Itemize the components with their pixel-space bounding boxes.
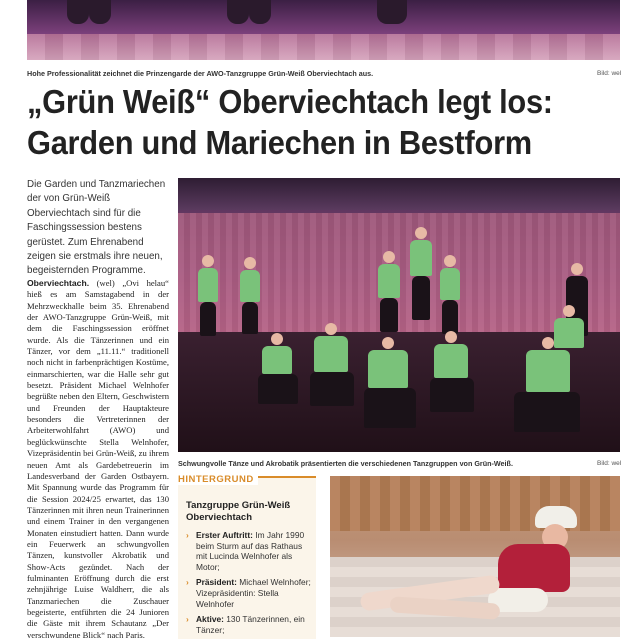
top-photo-figure: [377, 0, 407, 24]
top-photo-figure: [227, 0, 249, 24]
infobox-label: HINTERGRUND: [178, 474, 258, 485]
main-photo: [178, 178, 620, 452]
top-photo-floor: [27, 34, 620, 60]
dancer-figure: [380, 298, 398, 332]
dancer-figure: [378, 264, 400, 298]
headline-line-1: „Grün Weiß“ Oberviechtach legt los:: [27, 84, 553, 121]
infobox-item-key: Erster Auftritt:: [196, 530, 253, 540]
infobox-item-value: Michael Welnhofer; Vizepräsidentin: Stella Welnhofer: [196, 577, 311, 609]
dancer-figure: [314, 336, 348, 372]
top-photo-figure: [89, 0, 111, 24]
top-photo-credit: Bild: wel: [597, 70, 622, 77]
dancer-figure: [242, 302, 258, 334]
dancer-figure: [514, 392, 580, 432]
dancer-figure: [200, 302, 216, 336]
dancer-figure: [240, 270, 260, 302]
headline-line-2: Garden und Mariechen in Bestform: [27, 125, 532, 162]
dancer-figure: [310, 372, 354, 406]
infobox-item-key: Präsident:: [196, 577, 237, 588]
main-photo-caption: Schwungvolle Tänze und Akrobatik präsentierten die verschiedenen Tanzgruppen von Grün-Weiß.: [178, 459, 513, 468]
dateline: Oberviechtach.: [27, 278, 90, 288]
chevron-right-icon: ›: [186, 530, 189, 540]
infobox-title: Tanzgruppe Grün-Weiß Oberviechtach: [186, 500, 291, 523]
dancer-figure: [526, 350, 570, 392]
article-text: (wel) „Ovi helau“ hieß es am Samstagabend in der Mehrzweckhalle beim 35. Ehrenabend der AWO-Tanzgruppe Grün-Weiß, mit dem die Faschingssession eröffnet wurde. Als die Tänzerinnen und ein Tänzer, vor dem „11.11.“ traditionell noch nicht in farbenprächtigen Kostüme, einmarschierten, war die Halle sehr gut besetzt. Präsident Michael Welnhofer begrüßte neben den Eltern, Geschwistern und Freunden der Hauptakteure besonders die Vertreterinnen der Arbeiterwohlfahrt (AWO) und beglückwünschte Stella Welnhofer, Vizepräsidentin bei Grün-Weiß, zu ihrem neuen Amt als Gardebetreuerin im Landesverband der Garden Ostbayern. Mit Spannung wurde das Programm für die Session 2024/25 erwartet, das 130 Tänzerinnen mit ihren neun Trainerinnen und einem Trainer in den vergangenen Monaten einstudiert hatten. Dann wurde ein Feuerwerk an schwungvollen Tänzen, kunstvoller Akrobatik und Show-Acts gezündet. Nach der fulminanten Eröffnung durch die erst zehnjährige Luise Waldherr, die als Tanzmariechen die Zuschauer begeisterte, entführten die 24 Junioren die Gäste mit ihrem Schautanz „Der verschwundene Blick“ nach Paris.: [27, 278, 169, 640]
dancer-figure: [434, 344, 468, 378]
dancer-figure: [198, 268, 218, 302]
article-body: [27, 278, 169, 641]
dancer-figure: [364, 388, 416, 428]
dancer-figure: [430, 378, 474, 412]
top-photo: [27, 0, 620, 60]
top-photo-caption: Hohe Professionalität zeichnet die Prinzengarde der AWO-Tanzgruppe Grün-Weiß Oberviechtach aus.: [27, 69, 374, 78]
dancer-figure: [554, 318, 584, 348]
bottom-photo: [330, 476, 620, 637]
dancer-figure: [368, 350, 408, 388]
infobox-list: [186, 530, 314, 640]
main-photo-ceiling: [178, 178, 620, 210]
infobox-item: [186, 577, 314, 609]
infobox-item: [186, 530, 314, 572]
infobox-item-value: Im Jahr 1990 beim Sturm auf das Rathaus mit Lucinda Welnhofer als Motor;: [196, 530, 305, 572]
infobox-item-key: Aktive:: [196, 614, 224, 625]
top-photo-figure: [249, 0, 271, 24]
infobox-item-value: 130 Tänzerinnen, ein Tänzer;: [196, 614, 305, 635]
headline: [27, 82, 579, 164]
chevron-right-icon: ›: [186, 577, 189, 588]
chevron-right-icon: ›: [186, 614, 189, 625]
infobox-item: [186, 614, 314, 635]
top-photo-figure: [67, 0, 89, 24]
dancer-figure: [258, 374, 298, 404]
dancer-figure: [440, 268, 460, 300]
lead-paragraph: Die Garden und Tanzmariechen der von Grün-Weiß Oberviechtach sind für die Faschingssession bestens gerüstet. Zum Ehrenabend zeigen sie erstmals ihre neuen, begeisternden Programme.: [27, 179, 166, 277]
dancer-figure: [412, 276, 430, 320]
majorette-jacket: [498, 544, 570, 592]
main-photo-credit: Bild: wel: [597, 460, 622, 467]
dancer-figure: [442, 300, 458, 334]
dancer-figure: [410, 240, 432, 276]
dancer-figure: [262, 346, 292, 374]
